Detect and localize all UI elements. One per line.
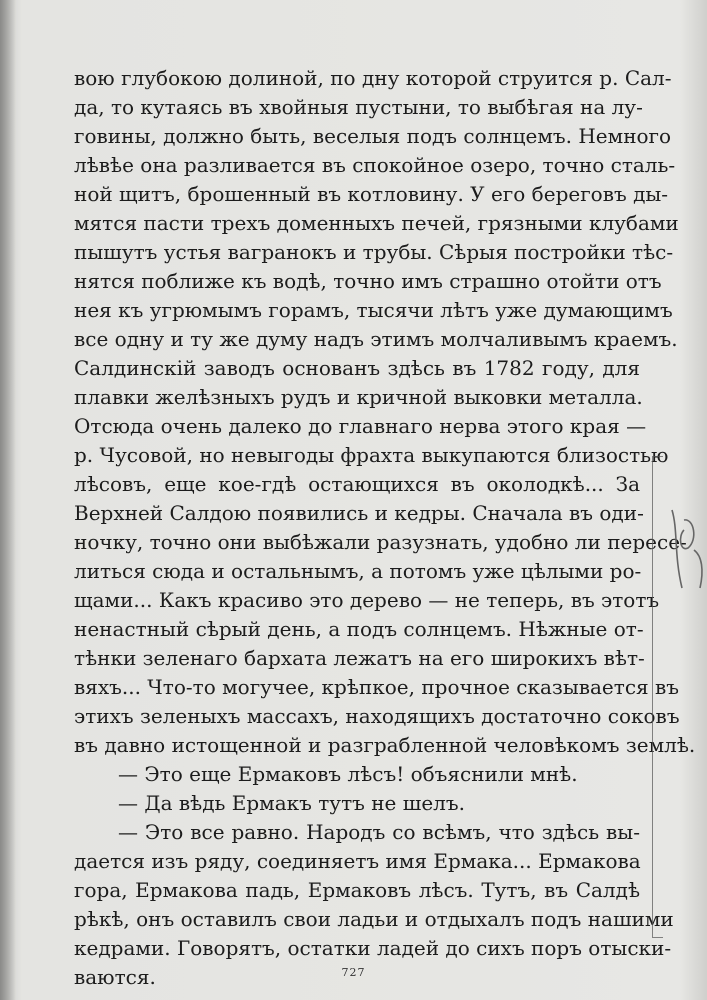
text-line: вою глубокою долиной, по дну которой струится р. Сал- [74, 66, 672, 90]
text-line: кедрами. Говорятъ, остатки ладей до сихъ поръ отыски- [74, 936, 672, 960]
text-line: рѣкѣ, онъ оставилъ свои ладьи и отдыхалъ подъ нашими [74, 907, 674, 931]
text-line: тѣнки зеленаго бархата лежатъ на его широкихъ вѣт- [74, 646, 645, 670]
dialogue-line: — Это все равно. Народъ со всѣмъ, что здѣсь вы- [118, 820, 640, 844]
text-line: р. Чусовой, но невыгоды фрахта выкупаются близостью [74, 443, 669, 467]
text-line: плавки желѣзныхъ рудъ и кричной выковки металла. [74, 385, 643, 409]
dialogue-line: — Это еще Ермаковъ лѣсъ! объяснили мнѣ. [118, 762, 578, 786]
text-line: дается изъ ряду, соединяетъ имя Ермака... Ермакова [74, 849, 641, 873]
text-line: пышутъ устья вагранокъ и трубы. Сѣрыя постройки тѣс- [74, 240, 674, 264]
text-line: лѣсовъ, еще кое-гдѣ остающихся въ околодкѣ... За [74, 472, 640, 496]
page-number: 727 [341, 966, 366, 979]
text-line: да, то кутаясь въ хвойныя пустыни, то выбѣгая на лу- [74, 95, 643, 119]
text-line: Верхней Салдою появились и кедры. Сначала въ оди- [74, 501, 644, 525]
text-line: мятся пасти трехъ доменныхъ печей, грязными клубами [74, 211, 679, 235]
dialogue-line: — Да вѣдь Ермакъ тутъ не шелъ. [118, 791, 465, 815]
text-line: въ давно истощенной и разграбленной человѣкомъ землѣ. [74, 733, 696, 757]
text-line: ненастный сѣрый день, а подъ солнцемъ. Нѣжные от- [74, 617, 644, 641]
text-line: нея къ угрюмымъ горамъ, тысячи лѣтъ уже думающимъ [74, 298, 673, 322]
text-line: ваются. [74, 965, 156, 989]
margin-bracket [652, 456, 663, 938]
text-line: этихъ зеленыхъ массахъ, находящихъ достаточно соковъ [74, 704, 680, 728]
page-body-text [74, 64, 696, 992]
text-line: ной щитъ, брошенный въ котловину. У его береговъ ды- [74, 182, 669, 206]
text-line: говины, должно быть, веселыя подъ солнцемъ. Немного [74, 124, 672, 148]
text-line: все одну и ту же думу надъ этимъ молчаливымъ краемъ. [74, 327, 678, 351]
text-line: ночку, точно они выбѣжали разузнать, удобно ли пересе- [74, 530, 687, 554]
text-line: нятся поближе къ водѣ, точно имъ страшно отойти отъ [74, 269, 662, 293]
text-line: вяхъ... Что-то могучее, крѣпкое, прочное сказывается въ [74, 675, 679, 699]
text-line: Отсюда очень далеко до главнаго нерва этого края — [74, 414, 647, 438]
text-line: Салдинскій заводъ основанъ здѣсь въ 1782 году, для [74, 356, 640, 380]
gutter-shadow [0, 0, 16, 1000]
text-line: щами... Какъ красиво это дерево — не теперь, въ этотъ [74, 588, 660, 612]
text-line: гора, Ермакова падь, Ермаковъ лѣсъ. Тутъ, въ Салдѣ [74, 878, 640, 902]
margin-handwriting [664, 500, 706, 595]
text-line: лѣвѣе она разливается въ спокойное озеро, точно сталь- [74, 153, 676, 177]
text-line: литься сюда и остальнымъ, а потомъ уже цѣлыми ро- [74, 559, 642, 583]
